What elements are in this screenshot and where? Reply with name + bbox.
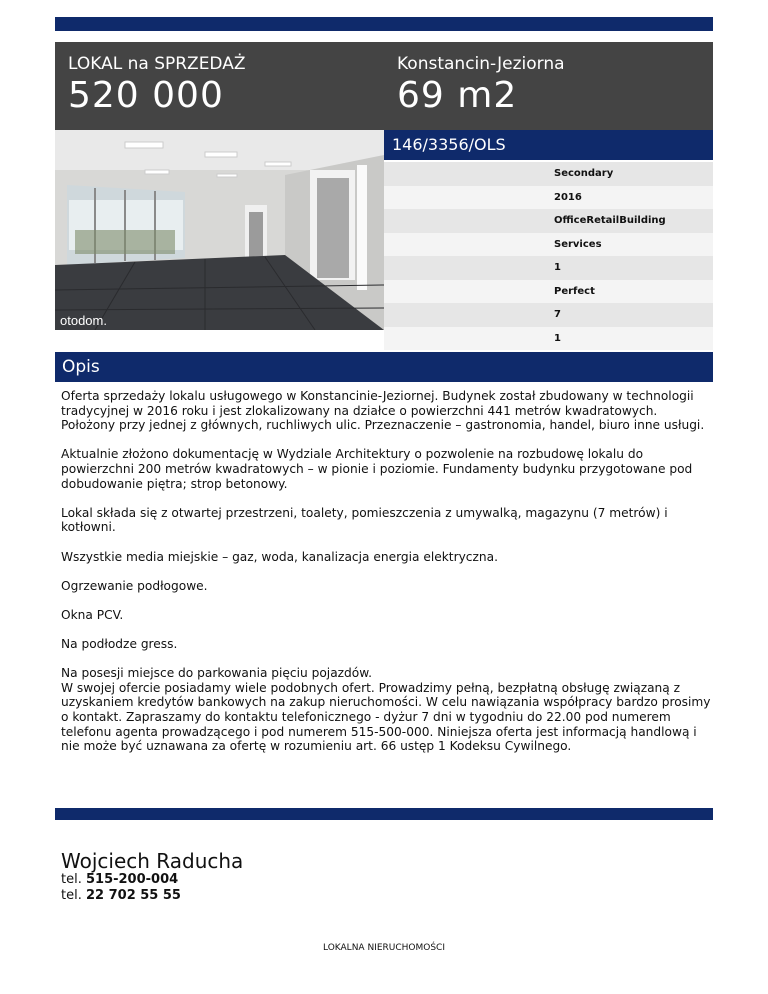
agent-name: Wojciech Raducha <box>61 849 244 873</box>
description-paragraph: Ogrzewanie podłogowe. <box>61 578 208 593</box>
tel-label: tel. <box>61 888 82 903</box>
phone-number[interactable]: 22 702 55 55 <box>85 888 181 903</box>
top-accent-bar <box>55 17 713 31</box>
param-value-8: 1 <box>384 327 713 351</box>
listing-header <box>55 42 713 130</box>
header-right <box>397 54 565 116</box>
description-paragraph: Wszystkie media miejskie – gaz, woda, kanalizacja energia elektryczna. <box>61 549 498 564</box>
description-paragraph: Na podłodze gress. <box>61 637 178 652</box>
param-year-built: 2016 <box>384 186 713 210</box>
tel-label: tel. <box>61 872 82 887</box>
description-paragraph: Oferta sprzedaży lokalu usługowego w Konstancinie-Jeziornej. Budynek został zbudowany w technologii tradycyjnej w 2016 roku i jest zlokalizowany na działce o powierzchni 441 metrów kwadratowych. Położony przy jednej z głównych, ruchliwych ulic. Przeznaczenie – gastronomia, handel, biuro inne usługi. <box>61 389 705 433</box>
param-building-type: OfficeRetailBuilding <box>384 209 713 233</box>
phone-number[interactable]: 515-200-004 <box>85 872 179 887</box>
agency-footer: LOKALNA NIERUCHOMOŚCI <box>323 943 445 953</box>
area: 69 m2 <box>397 75 518 116</box>
property-photo <box>55 130 384 330</box>
location: Konstancin-Jeziorna <box>397 54 565 74</box>
photo-watermark: otodom. <box>60 313 107 328</box>
bottom-accent-bar <box>55 808 713 820</box>
description-paragraph: Aktualnie złożono dokumentację w Wydziale Architektury o pozwolenie na rozbudowę lokalu do powierzchni 200 metrów kwadratowych – w pionie i poziomie. Fundamenty budynku przygotowane pod dobudowanie piętra; strop betonowy. <box>61 447 693 491</box>
param-purpose: Services <box>384 233 713 257</box>
description-body <box>61 389 711 768</box>
interior-photo-illustration <box>55 130 384 330</box>
description-heading: Opis <box>55 352 713 382</box>
param-market: Secondary <box>384 162 713 186</box>
description-paragraph: Na posesji miejsce do parkowania pięciu pojazdów. W swojej ofercie posiadamy wiele podobnych ofert. Prowadzimy pełną, bezpłatną obsługę związaną z uzyskaniem kredytów bankowych na zakup nieruchomości. W celu nawiązania współpracy bardzo prosimy o kontakt. Zapraszamy do kontaktu telefonicznego - dyżur 7 dni w tygodniu do 22.00 pod numerem telefonu agenta prowadzącego i pod numerem 515-500-000. Niniejsza oferta jest informacją handlową i nie może być uznawana za ofertę w rozumieniu art. 66 ustęp 1 Kodeksu Cywilnego. <box>61 666 711 754</box>
price: 520 000 <box>68 75 224 116</box>
listing-reference: 146/3356/OLS <box>384 130 713 160</box>
agent-phone-2 <box>61 888 243 904</box>
description-paragraph: Lokal składa się z otwartej przestrzeni, toalety, pomieszczenia z umywalką, magazynu (7 metrów) i kotłowni. <box>61 505 668 535</box>
header-left <box>68 54 246 116</box>
param-value-5: 1 <box>384 256 713 280</box>
agent-phone-1 <box>61 872 243 888</box>
offer-type: LOKAL na SPRZEDAŻ <box>68 54 246 74</box>
description-paragraph: Okna PCV. <box>61 607 124 622</box>
agent-contact <box>61 850 243 904</box>
listing-params <box>384 162 713 350</box>
param-value-7: 7 <box>384 303 713 327</box>
param-condition: Perfect <box>384 280 713 304</box>
